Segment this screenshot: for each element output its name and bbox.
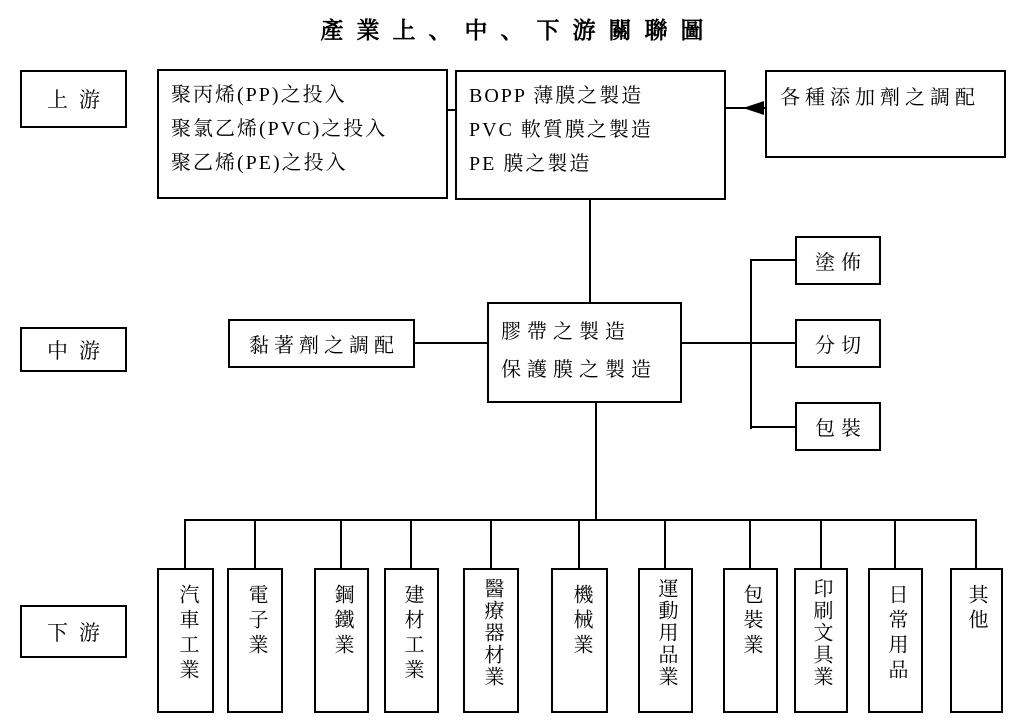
- industry-box-medical-equipment: 醫療器材業: [463, 568, 519, 713]
- film-line-pvc: PVC 軟質膜之製造: [469, 119, 653, 141]
- connector-adhesive-to-manufacturing: [415, 342, 487, 344]
- branch-to-packaging: [752, 426, 795, 428]
- drop-line: [254, 520, 256, 568]
- manufacturing-line-protective-film: 保護膜之製造: [501, 359, 657, 381]
- industry-box-packaging: 包裝業: [723, 568, 778, 713]
- drop-line: [664, 520, 666, 568]
- drop-line: [490, 520, 492, 568]
- stage-label-upstream: 上游: [20, 70, 127, 128]
- industry-box-building-materials: 建材工業: [384, 568, 439, 713]
- drop-line: [340, 520, 342, 568]
- drop-line: [975, 520, 977, 568]
- industry-box-steel: 鋼鐵業: [314, 568, 369, 713]
- downstream-bus-line: [184, 519, 977, 521]
- process-box-slitting: 分切: [795, 319, 881, 368]
- input-line-pp: 聚丙烯(PP)之投入: [171, 84, 347, 106]
- industry-box-electronics: 電子業: [227, 568, 283, 713]
- industry-box-daily-necessities: 日常用品: [868, 568, 923, 713]
- drop-line: [894, 520, 896, 568]
- industry-box-printing-stationery: 印刷文具業: [794, 568, 848, 713]
- industry-box-sporting-goods: 運動用品業: [638, 568, 693, 713]
- stage-label-downstream: 下游: [20, 605, 127, 658]
- film-line-bopp: BOPP 薄膜之製造: [469, 85, 644, 107]
- drop-line: [820, 520, 822, 568]
- connector-manufacturing-to-processes: [682, 342, 795, 344]
- industry-box-others: 其他: [950, 568, 1003, 713]
- drop-line: [749, 520, 751, 568]
- manufacturing-line-tape: 膠帶之製造: [501, 321, 631, 343]
- connector-inputs-to-films: [447, 109, 455, 111]
- process-box-coating: 塗佈: [795, 236, 881, 285]
- upstream-film-manufacturing-box: [455, 70, 726, 200]
- branch-to-coating: [752, 259, 795, 261]
- connector-manufacturing-to-downstream: [595, 403, 597, 521]
- input-line-pvc: 聚氯乙烯(PVC)之投入: [171, 118, 388, 140]
- film-line-pe: PE 膜之製造: [469, 153, 592, 175]
- arrowhead-left-icon: [743, 101, 764, 115]
- midstream-manufacturing-box: [487, 302, 682, 403]
- drop-line: [184, 520, 186, 568]
- input-line-pe: 聚乙烯(PE)之投入: [171, 152, 348, 174]
- connector-films-to-manufacturing: [589, 200, 591, 303]
- drop-line: [410, 520, 412, 568]
- midstream-adhesive-box: 黏著劑之調配: [228, 319, 415, 368]
- stage-label-midstream: 中游: [20, 327, 127, 372]
- drop-line: [578, 520, 580, 568]
- process-box-packaging: 包裝: [795, 402, 881, 451]
- upstream-raw-material-inputs-box: [157, 69, 448, 199]
- industry-box-machinery: 機械業: [551, 568, 608, 713]
- process-branch-trunk: [750, 259, 752, 429]
- upstream-additives-box: 各種添加劑之調配: [765, 70, 1006, 158]
- industry-box-automotive: 汽車工業: [157, 568, 214, 713]
- diagram-title: 產業上、中、下游關聯圖: [320, 18, 717, 43]
